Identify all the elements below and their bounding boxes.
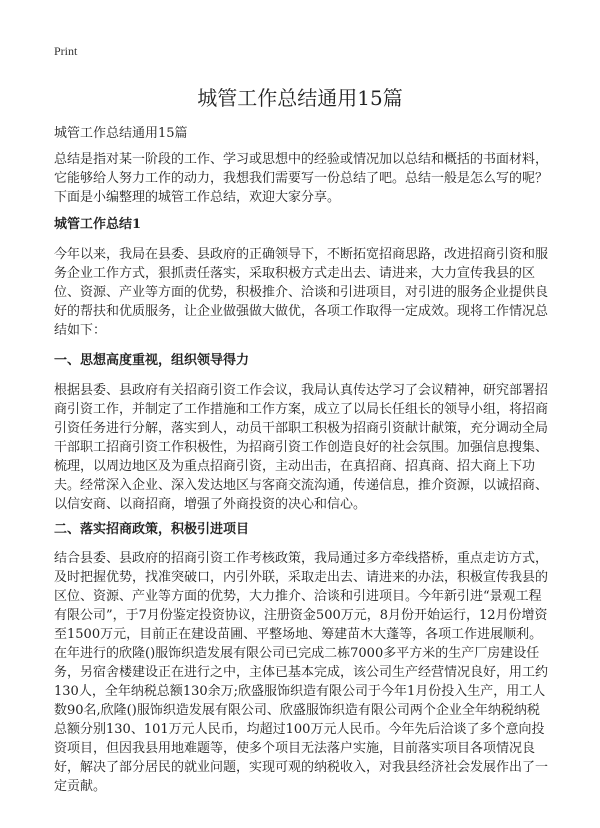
intro-paragraph: 总结是指对某一阶段的工作、学习或思想中的经验或情况加以总结和概括的书面材料，它能够给人努力工作的动力，我想我们需要写一份总结了吧。总结一般是怎么写的呢？下面是小编整理的城管工作总结，欢迎大家分享。 (54, 152, 549, 205)
section-heading-2: 一、思想高度重视，组织领导得力 (54, 353, 250, 368)
page-title: 城管工作总结通用15篇 (197, 86, 403, 110)
section-heading-1: 城管工作总结1 (54, 217, 142, 232)
section-paragraph-3: 结合县委、县政府的招商引资工作考核政策，我局通过多方牵线搭桥，重点走访方式，及时把握优势，找准突破口，内引外联，采取走出去、请进来的办法，积极宣传我县的区位、资源、产业等方面的优势，大力推介、洽谈和引进项目。今年新引进“景观工程有限公司”，于7月份鉴定投资协议，注册资金500万元，8月份开始运行，12月份增资至1500万元，目前正在建设苗圃、平整场地、筹建苗木大蓬等，各项工作进展顺利。在年进行的欣隆()服饰织造发展有限公司已完成二栋7000多平方米的生产厂房建设任务，另宿舍楼建设正在进行之中，主体已基本完成，该公司生产经营情况良好，用工约130人，全年纳税总额130余万;欣盛服饰织造有限公司于今年1月份投入生产，用工人数90名,欣隆()服饰织造发展有限公司、欣盛服饰织造有限公司两个企业全年纳税纳税总额分别130、101万元人民币，均超过100万元人民币。今年先后洽谈了多个意向投资项目，但因我县用地难题等，使多个项目无法落户实施，目前落实项目各项情况良好，解决了部分居民的就业问题，实现可观的纳税收入，对我县经济社会发展作出了一定贡献。 (54, 551, 549, 794)
section-paragraph-1: 今年以来，我局在县委、县政府的正确领导下，不断拓宽招商思路，改进招商引资和服务企业工作方式，狠抓责任落实，采取积极方式走出去、请进来，大力宣传我县的区位、资源、产业等方面的优势，积极推介、洽谈和引进项目，对引进的服务企业提供良好的帮扶和优质服务，让企业做强做大做优，各项工作取得一定成效。现将工作情况总结如下： (54, 247, 549, 338)
section-heading-3: 二、落实招商政策，积极引进项目 (54, 522, 250, 537)
print-link[interactable]: Print (54, 44, 78, 58)
document-subtitle: 城管工作总结通用15篇 (54, 126, 188, 141)
section-paragraph-2: 根据县委、县政府有关招商引资工作会议，我局认真传达学习了会议精神，研究部署招商引资工作，并制定了工作措施和工作方案，成立了以局长任组长的领导小组，将招商引资任务进行分解，落实到人，动员干部职工积极为招商引资献计献策，充分调动全局干部职工招商引资工作积极性，为招商引资工作创造良好的社会氛围。加强信息搜集、梳理，以周边地区及为重点招商引资，主动出击，在真招商、招真商、招大商上下功夫。经常深入企业、深入发达地区与客商交流沟通，传递信息，推介资源，以诚招商、以信安商、以商招商，增强了外商投资的决心和信心。 (54, 383, 549, 512)
